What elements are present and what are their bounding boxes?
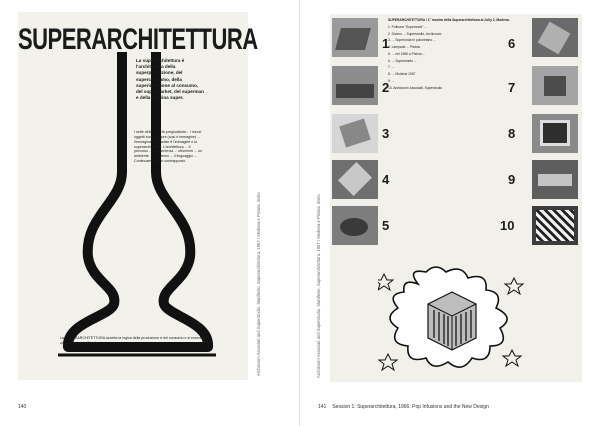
poster-body-text: I sette della società pregiudiziale... I mezzi oggetti sono sempre (così è immagine) ... l'immaginario spaziale è l'immagine e la superarchitettura. L'architettura ... Il percorso ... L'esperienza ... strumenti ... un ambiente ... all'interno ... il linguaggio ... Continuamente un contrapposto. <box>134 130 203 164</box>
description-paragraph: 4. Lampade ... Pistoia <box>388 45 420 50</box>
photo-thumbnail <box>532 66 578 105</box>
poster-title: SUPERARCHITETTURA <box>18 22 258 56</box>
description-paragraph: 6. ... Superstudio ... <box>388 58 417 63</box>
poster-footer-text: La SUPERARCHITETTURA accetta la logica della produzione e del consumo e si esercita un'azione demistificante. <box>60 336 204 345</box>
photo-thumbnail <box>332 18 378 57</box>
figure-number: 7 <box>508 80 516 95</box>
figure-number: 6 <box>508 36 516 51</box>
figure-number: 1 <box>382 36 390 51</box>
photo-thumbnail <box>532 18 578 57</box>
description-paragraph: SUPERARCHITETTURA / 1° mostra della Superarchitettura al Jolly 2, Modena. <box>388 18 510 22</box>
right-page-footer <box>318 404 495 410</box>
explosion-illustration <box>378 264 526 376</box>
figure-number: 5 <box>382 218 390 233</box>
figure-number: 9 <box>508 172 516 187</box>
figure-descriptions <box>388 18 512 92</box>
figure-number: 10 <box>500 218 515 233</box>
figure-number: 4 <box>382 172 390 187</box>
left-vertical-caption: Archizoom Associati and Superstudio, Manifesto, Superarchitettura, 1967 / Modena e Pistoia, invito <box>256 192 261 376</box>
description-paragraph: 9. ... <box>388 78 395 83</box>
figure-number: 2 <box>382 80 390 95</box>
left-page-number: 140 <box>18 404 27 410</box>
description-paragraph: 3. ... Superonda in poliuretano ... <box>388 38 436 43</box>
right-vertical-caption: Archizoom Associati and Superstudio, Manifesto, Superarchitettura, 1967 / Modena e Pistoia, invito <box>316 194 321 378</box>
photo-thumbnail <box>532 114 578 153</box>
right-page-number: 141 <box>318 404 327 410</box>
photo-thumbnail <box>332 114 378 153</box>
description-paragraph: 1. Poltrona "Superonda" ... <box>388 24 427 29</box>
figure-number: 3 <box>382 126 390 141</box>
description-paragraph: 8. ... Modena 1967 <box>388 72 416 77</box>
description-paragraph: 5. ... nel 1966 a Pistoia ... <box>388 51 426 56</box>
description-paragraph: 7. ... <box>388 65 395 70</box>
description-paragraph: 2. Divano ... Superstudio, Archizoom <box>388 31 442 36</box>
poster-lead-text: La superarchitettura è l'architettura della superproduzione, del superconsumo, della superinduzione al consumo, del supermarket, del superman e della benzina super. <box>136 58 204 101</box>
photo-thumbnail <box>532 160 578 199</box>
figure-number: 8 <box>508 126 516 141</box>
description-paragraph: 10. Archizoom Associati, Superstudio <box>388 85 443 90</box>
flask-silhouette <box>18 12 258 380</box>
photo-thumbnail <box>332 66 378 105</box>
photo-thumbnail <box>332 160 378 199</box>
photo-thumbnail <box>532 206 578 245</box>
running-section-title: Session 1: Superarchitettura, 1966: Pop Infusions and the New Design <box>332 404 489 410</box>
superarchitettura-poster <box>18 12 258 380</box>
photo-thumbnail <box>332 206 378 245</box>
